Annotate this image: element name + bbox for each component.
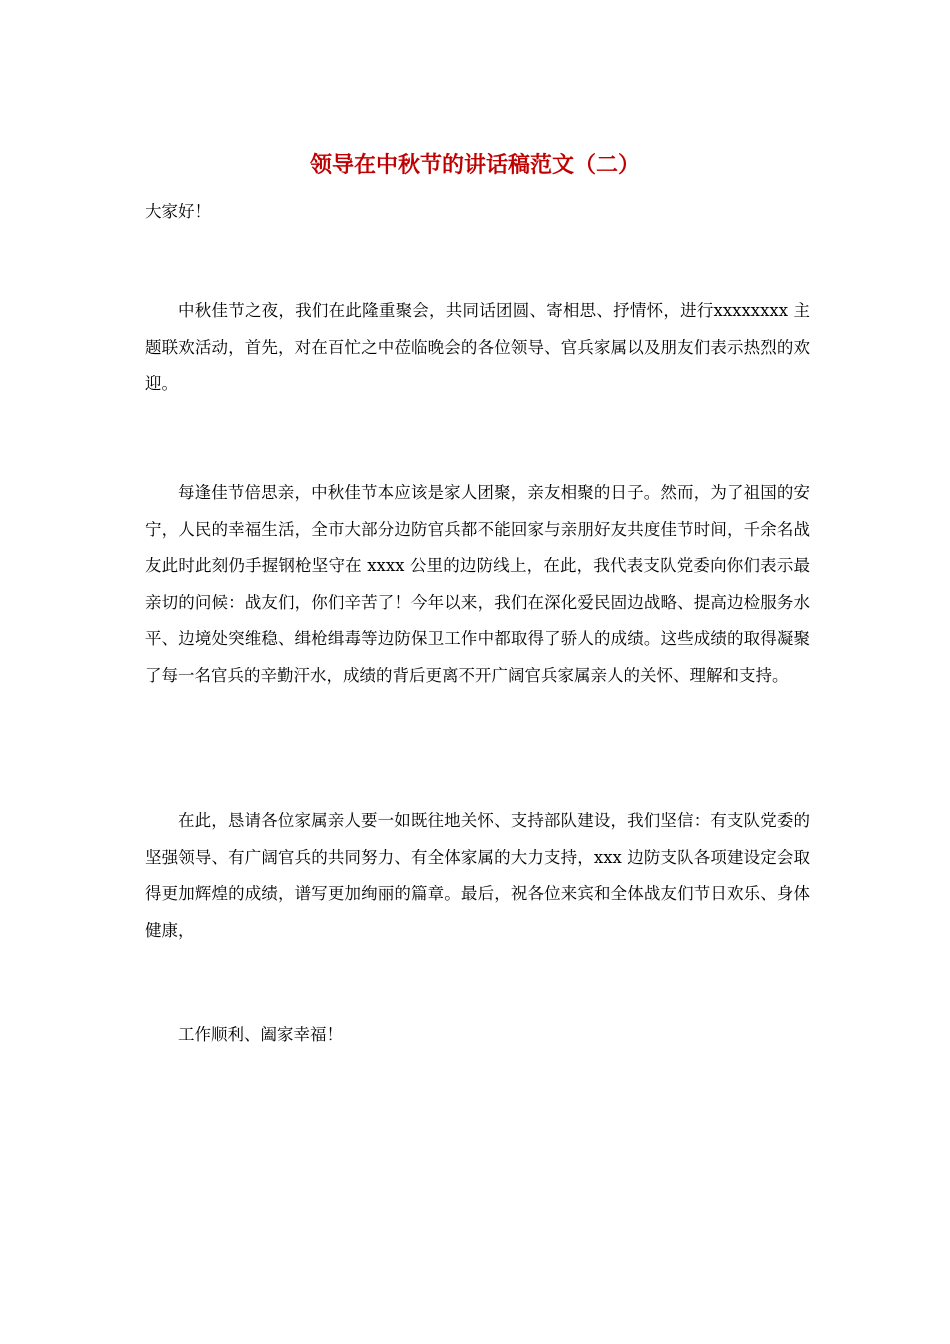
- greeting-line: 大家好！: [145, 202, 211, 221]
- paragraph-3: 在此，恳请各位家属亲人要一如既往地关怀、支持部队建设，我们坚信：有支队党委的坚强领导、有广阔官兵的共同努力、有全体家属的大力支持，xxx 边防支队各项建设定会取得更加辉煌的成绩，谱写更加绚丽的篇章。最后，祝各位来宾和全体战友们节日欢乐、身体健康，: [145, 811, 810, 940]
- paragraph-1: 中秋佳节之夜，我们在此隆重聚会，共同话团圆、寄相思、抒情怀，进行xxxxxxxx 主题联欢活动，首先，对在百忙之中莅临晚会的各位领导、官兵家属以及朋友们表示热烈的欢迎。: [145, 301, 810, 394]
- paragraph-4: 工作顺利、阖家幸福！: [178, 1025, 343, 1044]
- paragraph-2: 每逢佳节倍思亲，中秋佳节本应该是家人团聚，亲友相聚的日子。然而，为了祖国的安宁，人民的幸福生活，全市大部分边防官兵都不能回家与亲朋好友共度佳节时间，千余名战友此时此刻仍手握钢枪坚守在 xxxx 公里的边防线上，在此，我代表支队党委向你们表示最亲切的问候：战友们，你们辛苦了！今年以来，我们在深化爱民固边战略、提高边检服务水平、边境处突维稳、缉枪缉毒等边防保卫工作中都取得了骄人的成绩。这些成绩的取得凝聚了每一名官兵的辛勤汗水，成绩的背后更离不开广阔官兵家属亲人的关怀、理解和支持。: [145, 483, 810, 685]
- document-title: 领导在中秋节的讲话稿范文（二）: [309, 152, 640, 178]
